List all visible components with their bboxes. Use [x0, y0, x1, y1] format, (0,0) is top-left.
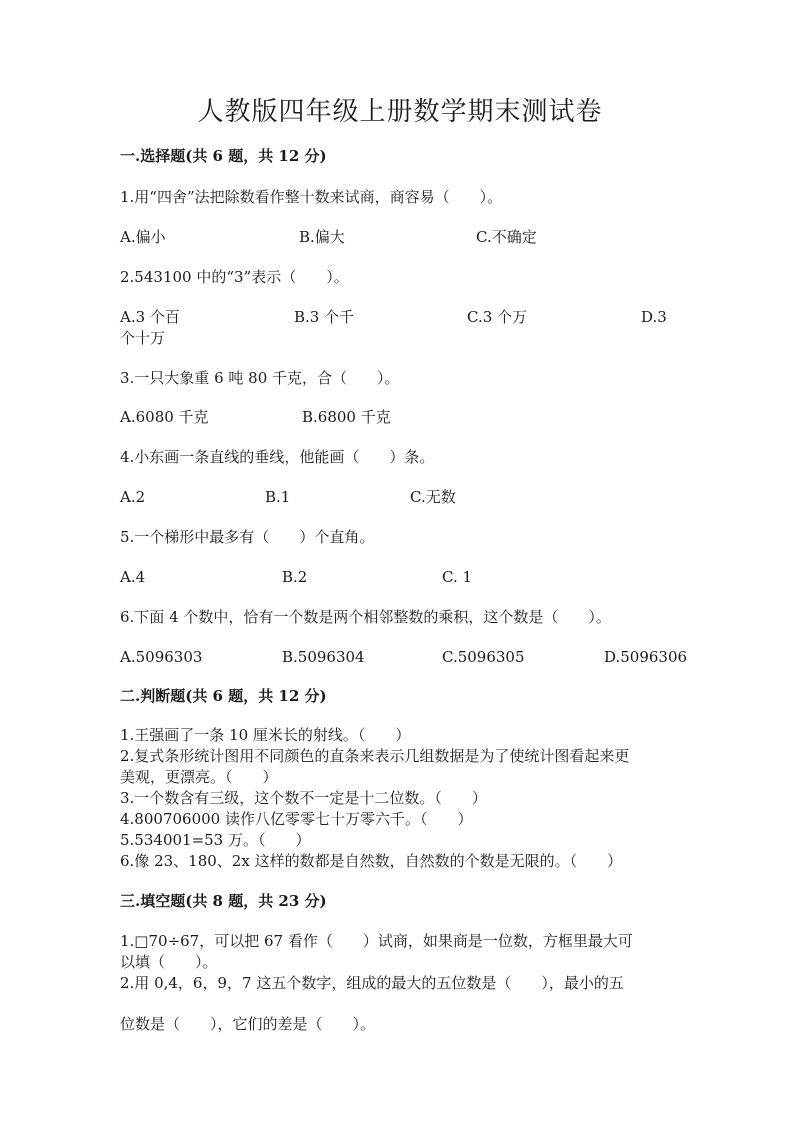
option-a: A.5096303 [120, 648, 203, 666]
option-d-continued: 个十万 [120, 329, 166, 347]
fill-line-continued: 以填（ ）。 [120, 953, 218, 971]
question-text: 4.小东画一条直线的垂线，他能画（ ）条。 [120, 448, 435, 466]
question-text: 5.一个梯形中最多有（ ）个直角。 [120, 528, 375, 546]
fill-line: 1.□70÷67，可以把 67 看作（ ）试商，如果商是一位数，方框里最大可 [120, 932, 633, 950]
statement-line-continued: 美观，更漂亮。（ ） [120, 768, 278, 786]
section-header-choice: 一.选择题(共 6 题，共 12 分) [120, 147, 327, 165]
option-a: A.偏小 [120, 228, 166, 246]
page-title: 人教版四年级上册数学期末测试卷 [197, 97, 603, 127]
option-c: C.无数 [410, 488, 456, 506]
option-d: D.5096306 [604, 648, 688, 666]
section-header-fill: 三.填空题(共 8 题，共 23 分) [120, 892, 327, 910]
option-c: C.不确定 [476, 228, 537, 246]
statement-line: 3.一个数含有三级，这个数不一定是十二位数。（ ） [120, 789, 487, 807]
option-b: B.6800 千克 [302, 408, 391, 426]
statement-line: 2.复式条形统计图用不同颜色的直条来表示几组数据是为了使统计图看起来更 [120, 747, 630, 765]
section-header-judge: 二.判断题(共 6 题，共 12 分) [120, 687, 327, 705]
statement-line: 4.800706000 读作八亿零零七十万零六千。（ ） [120, 810, 473, 828]
option-a: A.4 [120, 568, 146, 586]
option-b: B.1 [265, 488, 291, 506]
option-c: C. 1 [442, 568, 473, 586]
question-text: 2.543100 中的“3”表示（ ）。 [120, 268, 349, 286]
statement-line: 1.王强画了一条 10 厘米长的射线。（ ） [120, 726, 411, 744]
option-b: B.2 [282, 568, 308, 586]
option-a: A.2 [120, 488, 146, 506]
fill-line-continued: 位数是（ ），它们的差是（ ）。 [120, 1015, 376, 1033]
option-b: B.偏大 [299, 228, 345, 246]
question-text: 1.用“四舍”法把除数看作整十数来试商，商容易（ ）。 [120, 188, 503, 206]
question-text: 6.下面 4 个数中，恰有一个数是两个相邻整数的乘积，这个数是（ ）。 [120, 608, 611, 626]
fill-line: 2.用 0,4，6，9，7 这五个数字，组成的最大的五位数是（ ），最小的五 [120, 974, 624, 992]
option-a: A.3 个百 [120, 308, 180, 326]
option-b: B.5096304 [282, 648, 365, 666]
question-text: 3.一只大象重 6 吨 80 千克，合（ ）。 [120, 369, 400, 387]
statement-line: 6.像 23、180、2x 这样的数都是自然数，自然数的个数是无限的。（ ） [120, 852, 623, 870]
option-c: C.5096305 [442, 648, 525, 666]
option-a: A.6080 千克 [120, 408, 209, 426]
option-c: C.3 个万 [467, 308, 528, 326]
option-d: D.3 [641, 308, 667, 326]
statement-line: 5.534001=53 万。（ ） [120, 831, 311, 849]
option-b: B.3 个千 [294, 308, 355, 326]
